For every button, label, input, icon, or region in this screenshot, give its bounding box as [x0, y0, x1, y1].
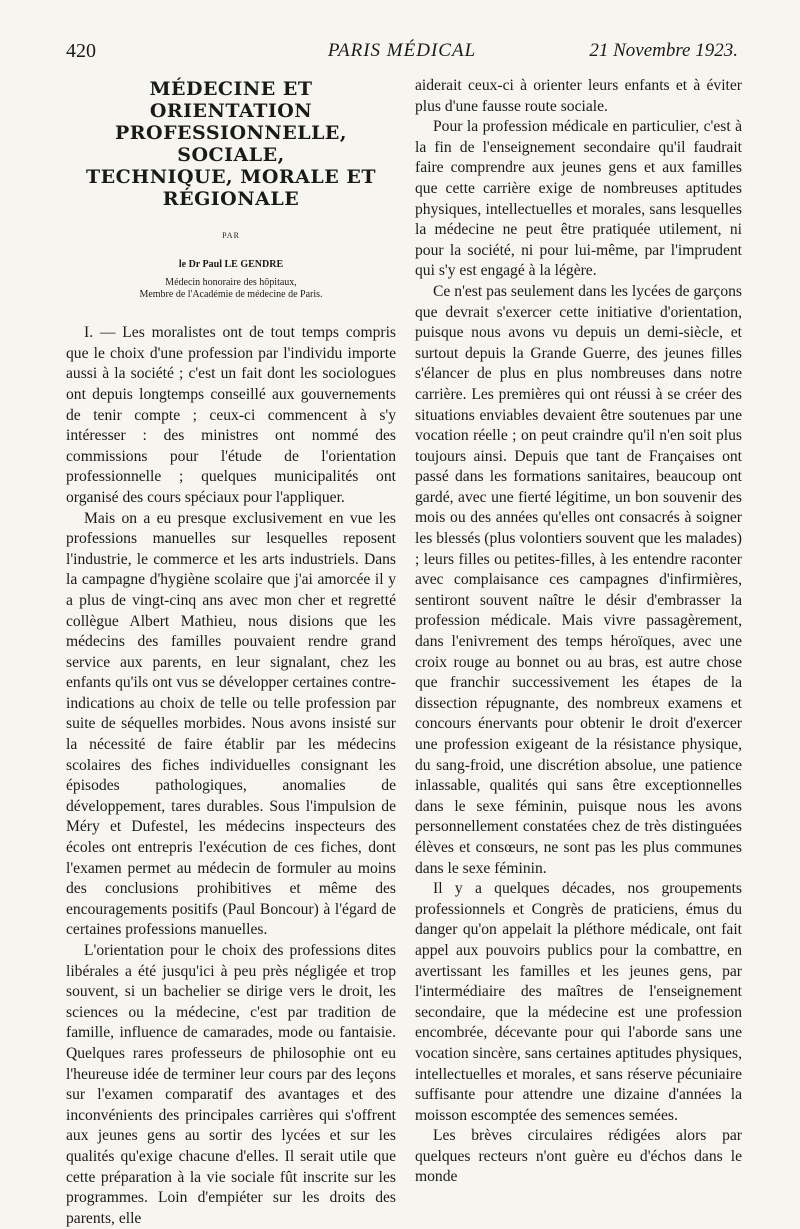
paragraph: Pour la profession médicale en particulier, c'est à la fin de l'enseignement secondaire qu'il faudrait faire comprendre aux jeunes gens et aux familles que cette carrière exige de nombreuses aptitudes physiques, intellectuelles et morales, sans lesquelles la médecine ne peut être pratiquée utilement, ni pour la société, ni pour lui-même, par l'imprudent qui s'y est engagé à la légère.: [415, 118, 742, 280]
title-line: TECHNIQUE, MORALE ET: [86, 166, 376, 188]
title-line: MÉDECINE ET ORIENTATION: [149, 78, 313, 122]
paragraph: L'orientation pour le choix des professions dites libérales a été jusqu'ici à peu près négligée et trop souvent, si un bachelier se dirige vers le droit, les sciences ou la médecine, c'est par tradition de famille, influence de camarades, mode ou fantaisie. Quelques rares professeurs de philosophie ont eu l'heureuse idée de terminer leur cours par des leçons sur l'examen comparatif des avantages et des inconvénients des principales carrières qui s'offrent aux jeunes gens au sortir des lycées et sur les qualités qu'exige chacune d'elles. Il serait utile que cette préparation à la vie sociale fût inscrite sur les programmes. Loin d'empiéter sur les droits des parents, elle: [66, 942, 396, 1227]
running-head: [66, 40, 738, 68]
paragraph: Mais on a eu presque exclusivement en vue les professions manuelles sur lesquelles reposent l'industrie, le commerce et les arts industriels. Dans la campagne d'hygiène scolaire que j'ai amorcée il y a plus de vingt-cinq ans avec mon cher et regretté collègue Albert Mathieu, nous disions que les médecins des familles pouvaient rendre grand service aux parents, en leur signalant, chez les enfants qu'ils ont vus se développer certaines contre-indications au choix de telle ou telle profession par suite de séquelles morbides. Nous avons insisté sur la nécessité de faire établir par les médecins scolaires des fiches individuelles consignant les épisodes pathologiques, anomalies de développement, tares durables. Sous l'impulsion de Méry et Dufestel, les médecins inspecteurs des écoles ont entrepris l'exécution de ces fiches, dont l'examen permet au médecin de formuler au moins des conclusions prohibitives et même des encouragements positifs (Paul Boncour) à l'égard de certaines professions manuelles.: [66, 509, 396, 939]
author-role: [66, 277, 396, 301]
author-name: le Dr Paul LE GENDRE: [178, 258, 284, 270]
journal-title: PARIS MÉDICAL: [327, 40, 477, 61]
page-number: 420: [66, 40, 96, 62]
author-role-line: Médecin honoraire des hôpitaux,: [165, 277, 297, 289]
paragraph: Les brèves circulaires rédigées alors par quelques recteurs n'ont guère eu d'échos dans le monde: [415, 1127, 742, 1186]
issue-date: 21 Novembre 1923.: [589, 40, 738, 61]
article-title: [66, 78, 396, 210]
paragraph: I. — Les moralistes ont de tout temps compris que le choix d'une profession par l'individu importe aussi à la société ; c'est un fait dont les sociologues ont depuis longtemps conseillé aux gouvernements de tenir compte ; ceux-ci commencent à s'y intéresser : des ministres ont nommé des commissions pour l'étude de l'orientation professionnelle ; quelques municipalités ont organisé des cours spéciaux pour l'appliquer.: [66, 324, 396, 506]
paragraph: Ce n'est pas seulement dans les lycées de garçons que devrait s'exercer cette initiative d'orientation, puisque nous avons vu depuis un demi-siècle, et surtout depuis la Grande Guerre, des jeunes filles s'élancer de plus en plus nombreuses dans notre carrière. Les premières qui ont réussi à se créer des situations enviables devaient être soutenues par une vocation réelle ; on peut craindre qu'il n'en soit plus toujours ainsi. Depuis que tant de Françaises ont passé dans les formations sanitaires, beaucoup ont gardé, avec une fierté légitime, un bon souvenir des mois ou des années qu'elles ont consacrés à soigner les blessés (plus volontiers souvent que les malades) ; leurs filles ou petites-filles, à les entendre raconter avec complaisance ces campagnes d'infirmières, sentiront souvent naître le désir d'embrasser la profession médicale. Mais vivre passagèrement, dans l'enivrement des temps héroïques, avec une croix rouge au bonnet ou au bras, est autre chose que franchir successivement les étapes de la dissection répugnante, des nombreux examens et concours énervants pour obtenir le droit d'exercer une profession exigeant de la résistance physique, du sang-froid, une discrétion absolue, une patience inlassable, qualités qui sans être exceptionnelles dans le sexe féminin, puisque nous les avons personnellement constatées chez de très distinguées élèves et consœurs, ne sont pas les plus communes dans le sexe féminin.: [415, 282, 742, 877]
paragraph: Il y a quelques décades, nos groupements professionnels et Congrès de praticiens, émus du danger qu'on appelait la pléthore médicale, ont fait appel aux pouvoirs publics pour la combattre, en avertissant les familles et les jeunes gens, par l'intermédiaire des maîtres de l'enseignement secondaire, que la médecine est une profession encombrée, décevante pour qui l'aborde sans une vocation sincère, sans certaines aptitudes physiques, intellectuelles et morales, et sans réserve pécuniaire suffisante pour attendre une dizaine d'années la moisson escomptée des semences semées.: [415, 880, 742, 1124]
title-line: PROFESSIONNELLE, SOCIALE,: [114, 122, 348, 166]
left-column: [66, 76, 396, 1229]
byline-par: PAR: [222, 231, 240, 240]
right-column: [415, 76, 742, 1188]
paragraph: aiderait ceux-ci à orienter leurs enfants et à éviter plus d'une fausse route sociale.: [415, 77, 742, 115]
title-line: RÉGIONALE: [162, 188, 300, 210]
author-role-line: Membre de l'Académie de médecine de Paris.: [139, 289, 323, 301]
